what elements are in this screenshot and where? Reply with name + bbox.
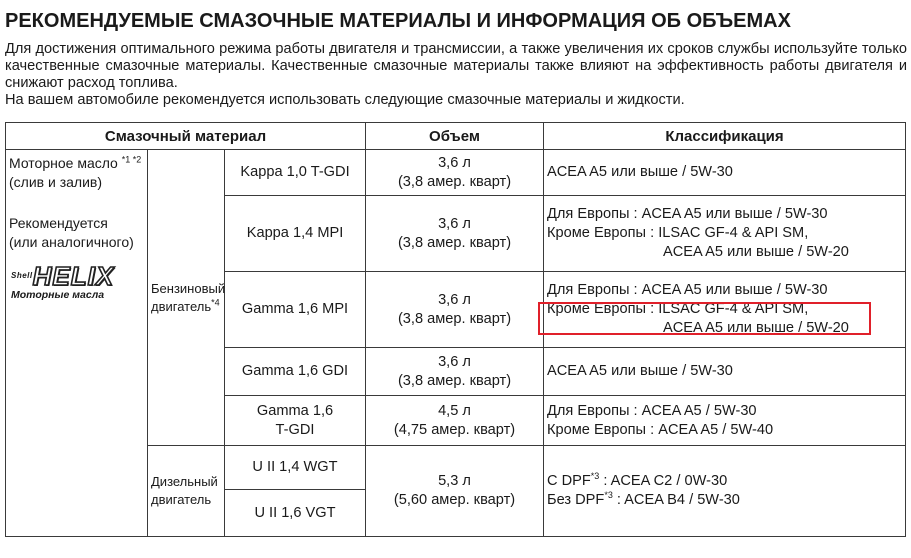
- classification-line: ACEA A5 или выше / 5W-20: [663, 244, 849, 260]
- diesel-label-1: Дизельный: [151, 474, 218, 489]
- petrol-label-2: двигатель: [151, 298, 212, 314]
- volume-cell: [366, 446, 544, 537]
- volume-quarts: (3,8 амер. кварт): [397, 372, 512, 389]
- classification-cell: [544, 446, 906, 537]
- volume-quarts: (5,60 амер. кварт): [393, 492, 516, 508]
- petrol-footnote: *4: [211, 297, 220, 308]
- volume-liters: 3,6 л: [438, 353, 471, 370]
- logo-sub: Моторные масла: [11, 289, 105, 301]
- intro-paragraph-2: На вашем автомобиле рекомендуется использовать следующие смазочные материалы и жидкости.: [5, 92, 685, 108]
- table-header-row: [6, 123, 906, 150]
- no-dpf-label: Без DPF: [547, 492, 605, 508]
- engine-name: U II 1,4 WGT: [225, 446, 366, 490]
- engine-name-cell: [225, 396, 366, 446]
- diesel-label-2: двигатель: [151, 492, 212, 507]
- volume-liters: 5,3 л: [438, 473, 471, 489]
- oil-recommend-1: Рекомендуется: [9, 215, 108, 231]
- petrol-engine-group: [148, 150, 225, 446]
- volume-cell: [366, 396, 544, 446]
- dpf-value: : ACEA C2 / 0W-30: [599, 473, 728, 489]
- engine-name: Gamma 1,6: [256, 402, 334, 419]
- no-dpf-footnote: *3: [604, 490, 613, 501]
- classification-cell: [544, 348, 906, 396]
- oil-footnote: *1 *2: [121, 154, 142, 165]
- classification-line: Кроме Европы : ILSAC GF-4 & API SM,: [547, 301, 809, 317]
- highlight-box: [538, 302, 871, 335]
- volume-quarts: (3,8 амер. кварт): [397, 173, 512, 190]
- dpf-footnote: *3: [590, 471, 600, 482]
- volume-cell: [366, 196, 544, 272]
- no-dpf-value: : ACEA B4 / 5W-30: [612, 492, 740, 508]
- header-volume: Объем: [366, 123, 544, 150]
- volume-cell: [366, 150, 544, 196]
- volume-quarts: (4,75 амер. кварт): [393, 421, 516, 438]
- dpf-label: С DPF: [547, 473, 591, 489]
- classification-line: ACEA A5 или выше / 5W-30: [547, 164, 733, 180]
- engine-name: Kappa 1,4 MPI: [225, 196, 366, 272]
- volume-liters: 3,6 л: [438, 215, 471, 232]
- engine-name: Gamma 1,6 MPI: [225, 272, 366, 348]
- petrol-label-1: Бензиновый: [151, 280, 226, 296]
- page-title: РЕКОМЕНДУЕМЫЕ СМАЗОЧНЫЕ МАТЕРИАЛЫ И ИНФОРМАЦИЯ ОБ ОБЪЕМАХ: [5, 10, 791, 32]
- oil-label-2: (слив и залив): [9, 174, 102, 190]
- oil-recommend-2: (или аналогичного): [9, 234, 134, 250]
- header-classification: Классификация: [544, 123, 906, 150]
- volume-quarts: (3,8 амер. кварт): [397, 310, 512, 327]
- logo-name: HELIX: [32, 261, 115, 291]
- intro-paragraph-1: Для достижения оптимального режима работы двигателя и трансмиссии, а также увеличения их сроков службы используйте только качественные смазочные материалы. Качественные смазочные материалы также влияют на эффективность работы двигателя и снижают расход топлива.: [5, 41, 907, 91]
- classification-line: Для Европы : ACEA A5 или выше / 5W-30: [547, 206, 828, 222]
- classification-cell: [544, 396, 906, 446]
- classification-line: Для Европы : ACEA A5 / 5W-30: [547, 402, 757, 419]
- classification-line: Для Европы : ACEA A5 или выше / 5W-30: [547, 282, 828, 298]
- shell-helix-logo: [11, 261, 121, 301]
- diesel-engine-group: [148, 446, 225, 537]
- engine-name: Kappa 1,0 T-GDI: [225, 150, 366, 196]
- classification-line: ACEA A5 или выше / 5W-20: [663, 320, 849, 336]
- header-material: Смазочный материал: [6, 123, 366, 150]
- classification-line: ACEA A5 или выше / 5W-30: [547, 363, 733, 379]
- classification-cell: [544, 196, 906, 272]
- table-row: [6, 150, 906, 196]
- volume-liters: 4,5 л: [438, 402, 471, 419]
- volume-cell: [366, 348, 544, 396]
- volume-liters: 3,6 л: [438, 291, 471, 308]
- engine-name: U II 1,6 VGT: [225, 490, 366, 537]
- classification-line: Кроме Европы : ILSAC GF-4 & API SM,: [547, 225, 809, 241]
- oil-label: Моторное масло: [9, 155, 118, 171]
- engine-oil-cell: [6, 150, 148, 537]
- volume-cell: [366, 272, 544, 348]
- logo-brand: Shell: [11, 271, 33, 280]
- volume-liters: 3,6 л: [438, 154, 471, 171]
- engine-name-2: T-GDI: [275, 421, 315, 438]
- classification-cell: [544, 150, 906, 196]
- classification-line: Кроме Европы : ACEA A5 / 5W-40: [547, 421, 774, 438]
- intro-text: [5, 41, 907, 109]
- volume-quarts: (3,8 амер. кварт): [397, 234, 512, 251]
- engine-name: Gamma 1,6 GDI: [225, 348, 366, 396]
